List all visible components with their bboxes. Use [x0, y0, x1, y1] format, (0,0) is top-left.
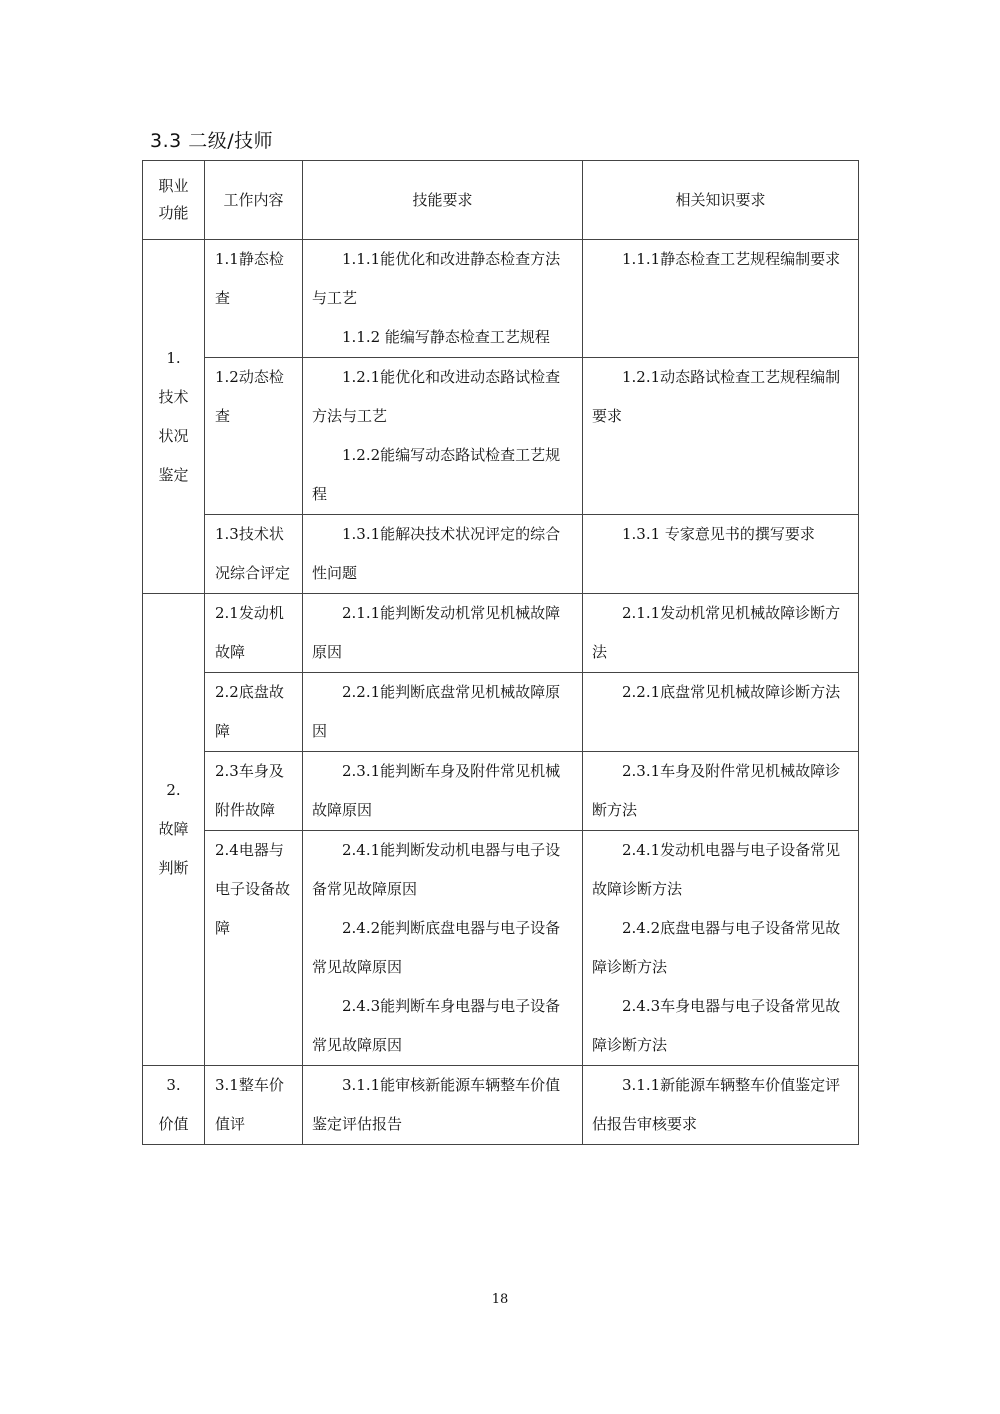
skill-item: 2.3.1能判断车身及附件常见机械故障原因: [312, 762, 561, 819]
work-content-cell: 2.4电器与电子设备故障: [205, 831, 303, 1066]
header-function: [143, 161, 205, 240]
page-number: 18: [491, 1292, 509, 1307]
skill-item: 1.2.1能优化和改进动态路试检查方法与工艺: [312, 368, 561, 425]
skill-item: 1.1.1能优化和改进静态检查方法与工艺: [312, 250, 561, 307]
knowledge-item: 1.1.1静态检查工艺规程编制要求: [622, 250, 841, 268]
table-row: [143, 1066, 859, 1145]
knowledge-cell: [583, 594, 859, 673]
header-work-content: 工作内容: [205, 161, 303, 240]
skill-cell: [303, 1066, 583, 1145]
header-knowledge-requirements: 相关知识要求: [583, 161, 859, 240]
work-content-cell: 1.1静态检查: [205, 240, 303, 358]
work-content-cell: 1.2动态检查: [205, 358, 303, 515]
skill-cell: [303, 752, 583, 831]
skills-table: [142, 160, 859, 1145]
table-row: [143, 240, 859, 358]
function-text: 3. 价值: [158, 1076, 189, 1133]
skill-cell: [303, 594, 583, 673]
work-content-cell: 3.1整车价值评: [205, 1066, 303, 1145]
work-content-cell: 2.1发动机故障: [205, 594, 303, 673]
function-text: 2. 故障 判断: [158, 781, 189, 877]
section-title: 3.3 二级/技师: [150, 130, 274, 152]
skill-cell: [303, 831, 583, 1066]
function-cell: [143, 1066, 205, 1145]
knowledge-item: 2.4.3车身电器与电子设备常见故障诊断方法: [592, 997, 841, 1054]
knowledge-item: 2.4.2底盘电器与电子设备常见故障诊断方法: [592, 919, 841, 976]
function-text: 1. 技术 状况 鉴定: [158, 348, 189, 484]
knowledge-cell: [583, 673, 859, 752]
table-row: [143, 831, 859, 1066]
table-row: [143, 515, 859, 594]
skill-cell: [303, 358, 583, 515]
skill-item: 2.4.2能判断底盘电器与电子设备常见故障原因: [312, 919, 561, 976]
header-function-text: 职业 功能: [158, 177, 189, 222]
knowledge-item: 1.2.1动态路试检查工艺规程编制要求: [592, 368, 841, 425]
skill-cell: [303, 515, 583, 594]
knowledge-item: 2.1.1发动机常见机械故障诊断方法: [592, 604, 841, 661]
skill-cell: [303, 240, 583, 358]
work-content-cell: 1.3技术状况综合评定: [205, 515, 303, 594]
header-skill-requirements: 技能要求: [303, 161, 583, 240]
skill-item: 3.1.1能审核新能源车辆整车价值鉴定评估报告: [312, 1076, 561, 1133]
knowledge-cell: [583, 358, 859, 515]
skill-cell: [303, 673, 583, 752]
work-content-cell: 2.2底盘故障: [205, 673, 303, 752]
table-header-row: [143, 161, 859, 240]
knowledge-cell: [583, 831, 859, 1066]
skill-item: 1.2.2能编写动态路试检查工艺规程: [312, 446, 561, 503]
knowledge-cell: [583, 752, 859, 831]
knowledge-item: 3.1.1新能源车辆整车价值鉴定评估报告审核要求: [592, 1076, 841, 1133]
knowledge-cell: [583, 240, 859, 358]
knowledge-item: 2.2.1底盘常见机械故障诊断方法: [622, 683, 841, 701]
table-row: [143, 594, 859, 673]
knowledge-cell: [583, 515, 859, 594]
function-cell: [143, 240, 205, 594]
skill-item: 2.4.3能判断车身电器与电子设备常见故障原因: [312, 997, 561, 1054]
table-body: [143, 240, 859, 1145]
skill-item: 2.4.1能判断发动机电器与电子设备常见故障原因: [312, 841, 561, 898]
table-row: [143, 673, 859, 752]
skill-item: 1.1.2 能编写静态检查工艺规程: [342, 328, 550, 346]
table-row: [143, 752, 859, 831]
work-content-cell: 2.3车身及附件故障: [205, 752, 303, 831]
skill-item: 1.3.1能解决技术状况评定的综合性问题: [312, 525, 561, 582]
knowledge-cell: [583, 1066, 859, 1145]
knowledge-item: 2.4.1发动机电器与电子设备常见故障诊断方法: [592, 841, 841, 898]
skill-item: 2.1.1能判断发动机常见机械故障原因: [312, 604, 561, 661]
knowledge-item: 2.3.1车身及附件常见机械故障诊断方法: [592, 762, 841, 819]
skill-item: 2.2.1能判断底盘常见机械故障原因: [312, 683, 561, 740]
knowledge-item: 1.3.1 专家意见书的撰写要求: [622, 525, 815, 543]
function-cell: [143, 594, 205, 1066]
table-row: [143, 358, 859, 515]
